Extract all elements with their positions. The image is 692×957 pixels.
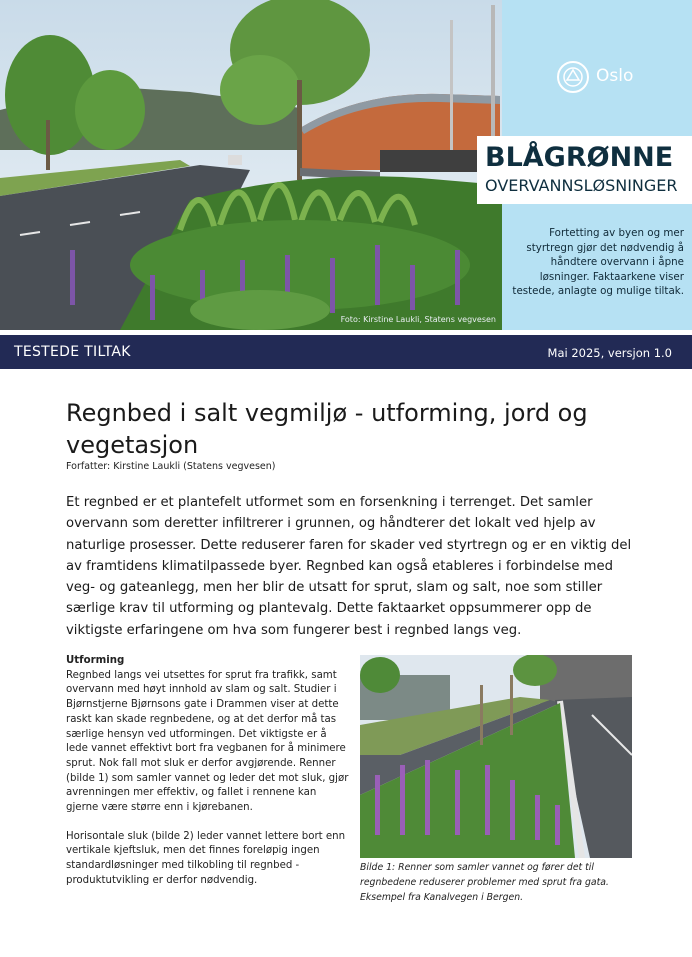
figure-photo: [360, 655, 632, 858]
figure-illustration: [360, 655, 632, 858]
hero-section: [0, 0, 692, 330]
category-label: TESTEDE TILTAK: [14, 344, 131, 360]
article-author: Forfatter: Kirstine Laukli (Statens vegvesen): [66, 461, 276, 472]
article-intro: Et regnbed er et plantefelt utformet som en forsenkning i terrenget. Det samler overvann som deretter infiltrerer i grunnen, og håndterer det lokalt ved hjelp av naturlige prosesser. Dette reduserer faren for skader ved styrtregn og er en viktig del av framtidens klimatilpassede byer. Regnbed kan også etableres i forbindelse med veg- og gateanlegg, men her blir de utsatt for sprut, slam og salt, noe som stiller særlige krav til utforming og plantevalg. Dette faktaarket oppsummerer opp de viktigste erfaringene om hva som fungerer best i regnbed langs veg.: [66, 495, 632, 638]
photo-credit: Foto: Kirstine Laukli, Statens vegvesen: [340, 315, 496, 324]
figure-caption: Bilde 1: Renner som samler vannet og fører det til regnbedene reduserer problemer med sprut fra gata. Eksempel fra Kanalvegen i Bergen.: [360, 862, 609, 903]
body-paragraph: Horisontale sluk (bilde 2) leder vannet lettere bort enn vertikale kjeftsluk, men det finnes foreløpig ingen standardløsninger med tilkobling til regnbed - produktutvikling er derfor nødvendig.: [66, 830, 346, 886]
body-column: [66, 654, 351, 903]
city-seal-icon: [556, 60, 590, 94]
section-heading: Utforming: [66, 655, 125, 666]
logo-text: Oslo: [596, 66, 634, 86]
city-logo: [556, 60, 646, 96]
version-label: Mai 2025, versjon 1.0: [547, 346, 672, 360]
body-paragraph: Regnbed langs vei utsettes for sprut fra trafikk, samt overvann med høyt innhold av slam og salt. Studier i Bjørnstjerne Bjørnsons gate i Drammen viser at dette raskt kan skade regnbedene, og at det derfor må tas særlige hensyn ved utformingen. Det viktigste er å lede vannet effektivt bort fra vegbanen for å minimere sprut. Nok fall mot sluk er derfor avgjørende. Renner (bilde 1) som samler vannet og leder det mot sluk, gjør avrenningen mer effektiv, og fallet i rennene kan gjerne være større enn i kjørebanen.: [66, 669, 349, 814]
side-description: Fortetting av byen og mer styrtregn gjør det nødvendig å håndtere overvann i åpne løsninger. Faktaarkene viser testede, anlagte og mulige tiltak.: [512, 227, 684, 297]
series-title: BLÅGRØNNE: [485, 142, 674, 173]
hero-photo: [0, 0, 502, 330]
hero-photo-illustration: [0, 0, 502, 330]
category-band: [0, 335, 692, 369]
series-title-box: [477, 136, 692, 204]
series-subtitle: OVERVANNSLØSNINGER: [485, 176, 678, 195]
article-title: Regnbed i salt vegmiljø - utforming, jord og vegetasjon: [66, 399, 588, 459]
